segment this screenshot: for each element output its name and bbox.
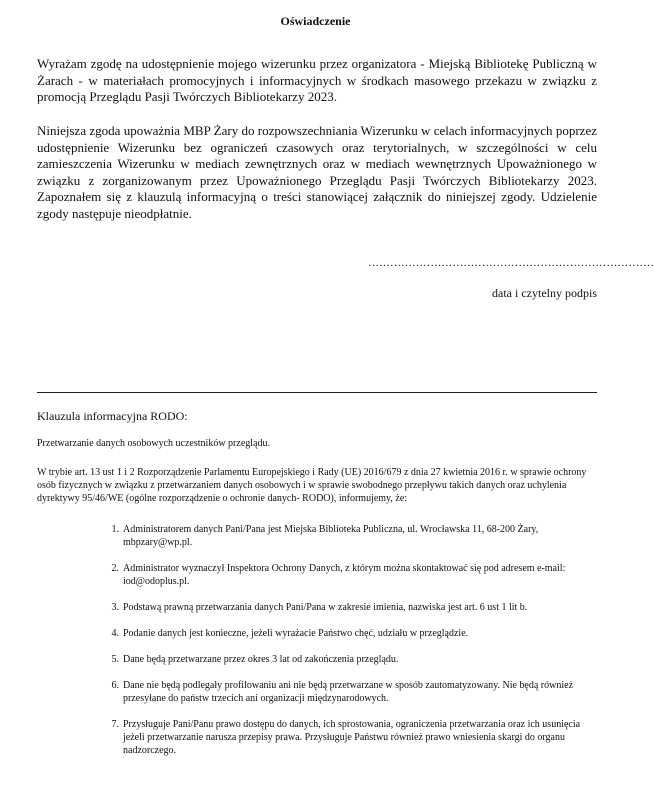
list-item-number: 6. xyxy=(111,680,119,691)
list-item-number: 1. xyxy=(111,524,119,535)
list-item-number: 4. xyxy=(111,628,119,639)
clause-subtitle: Przetwarzanie danych osobowych uczestników przeglądu. xyxy=(37,438,270,449)
list-item-number: 7. xyxy=(111,719,119,730)
list-item-text: Administrator wyznaczył Inspektora Ochrony Danych, z którym można skontaktować się pod adresem e-mail: iod@odoplus.pl. xyxy=(123,563,566,587)
list-item-text: Podstawą prawną przetwarzania danych Pani/Pana w zakresie imienia, nazwiska jest art. 6 ust 1 lit b. xyxy=(123,602,528,613)
clause-title: Klauzula informacyjna RODO: xyxy=(37,409,188,423)
list-item xyxy=(111,523,603,549)
list-item-text: Administratorem danych Pani/Pana jest Miejska Biblioteka Publiczna, ul. Wrocławska 11, 68-200 Żary, mbpzary@wp.pl. xyxy=(123,524,539,548)
consent-paragraph-1: Wyrażam zgodę na udostępnienie mojego wizerunku przez organizatora - Miejską Bibliotekę Publiczną w Żarach - w materiałach promocyjnych i informacyjnych w środkach masowego przekazu w związku z promocją Przeglądu Pasji Twórczych Bibliotekarzy 2023. xyxy=(37,56,597,104)
clause-intro: W trybie art. 13 ust 1 i 2 Rozporządzenie Parlamentu Europejskiego i Rady (UE) 2016/679 z dnia 27 kwietnia 2016 r. w sprawie ochrony osób fizycznych w związku z przetwarzaniem danych osobowych i w sprawie swobodnego przepływu takich danych oraz uchylenia dyrektywy 95/46/WE (ogólne rozporządzenie o ochronie danych- RODO), informujemy, że: xyxy=(37,467,587,504)
list-item-number: 3. xyxy=(111,602,119,613)
signature-caption: data i czytelny podpis xyxy=(492,286,597,300)
list-item-text: Podanie danych jest konieczne, jeżeli wyrażacie Państwo chęć, udziału w przeglądzie. xyxy=(123,628,469,639)
list-item xyxy=(111,718,603,757)
list-item xyxy=(111,627,603,640)
list-item xyxy=(111,653,603,666)
list-item-number: 2. xyxy=(111,563,119,574)
list-item-text: Dane będą przetwarzane przez okres 3 lat od zakończenia przeglądu. xyxy=(123,654,399,665)
document-title: Oświadczenie xyxy=(280,14,351,28)
list-item-text: Przysługuje Pani/Panu prawo dostępu do danych, ich sprostowania, ograniczenia przetwarzania oraz ich usunięcia jeżeli przetwarzanie narusza przepisy prawa. Przysługuje Państwu również prawo wniesienia skargi do organu nadzorczego. xyxy=(123,719,581,756)
list-item xyxy=(111,601,603,614)
section-divider xyxy=(37,392,597,393)
list-item xyxy=(111,679,603,705)
consent-paragraph-2: Niniejsza zgoda upoważnia MBP Żary do rozpowszechniania Wizerunku w celach informacyjnych poprzez udostępnienie Wizerunku bez ograniczeń czasowych oraz terytorialnych, w szczególności w celu zamieszczenia Wizerunku w mediach zewnętrznych oraz w mediach wewnętrznych Upoważnionego w związku z zorganizowanym przez Upoważnionego Przeglądu Pasji Twórczych Bibliotekarzy 2023. Zapoznałem się z klauzulą informacyjną o treści stanowiącej załącznik do niniejszej zgody. Udzielenie zgody następuje nieodpłatnie. xyxy=(37,123,597,221)
list-item xyxy=(111,562,603,588)
list-item-number: 5. xyxy=(111,654,119,665)
list-item-text: Dane nie będą podlegały profilowaniu ani nie będą przetwarzane w sposób zautomatyzowany. Nie będą również przesyłane do państw trzecich ani organizacji międzynarodowych. xyxy=(123,680,574,704)
signature-line: …………………………………………………………………… xyxy=(368,257,654,269)
